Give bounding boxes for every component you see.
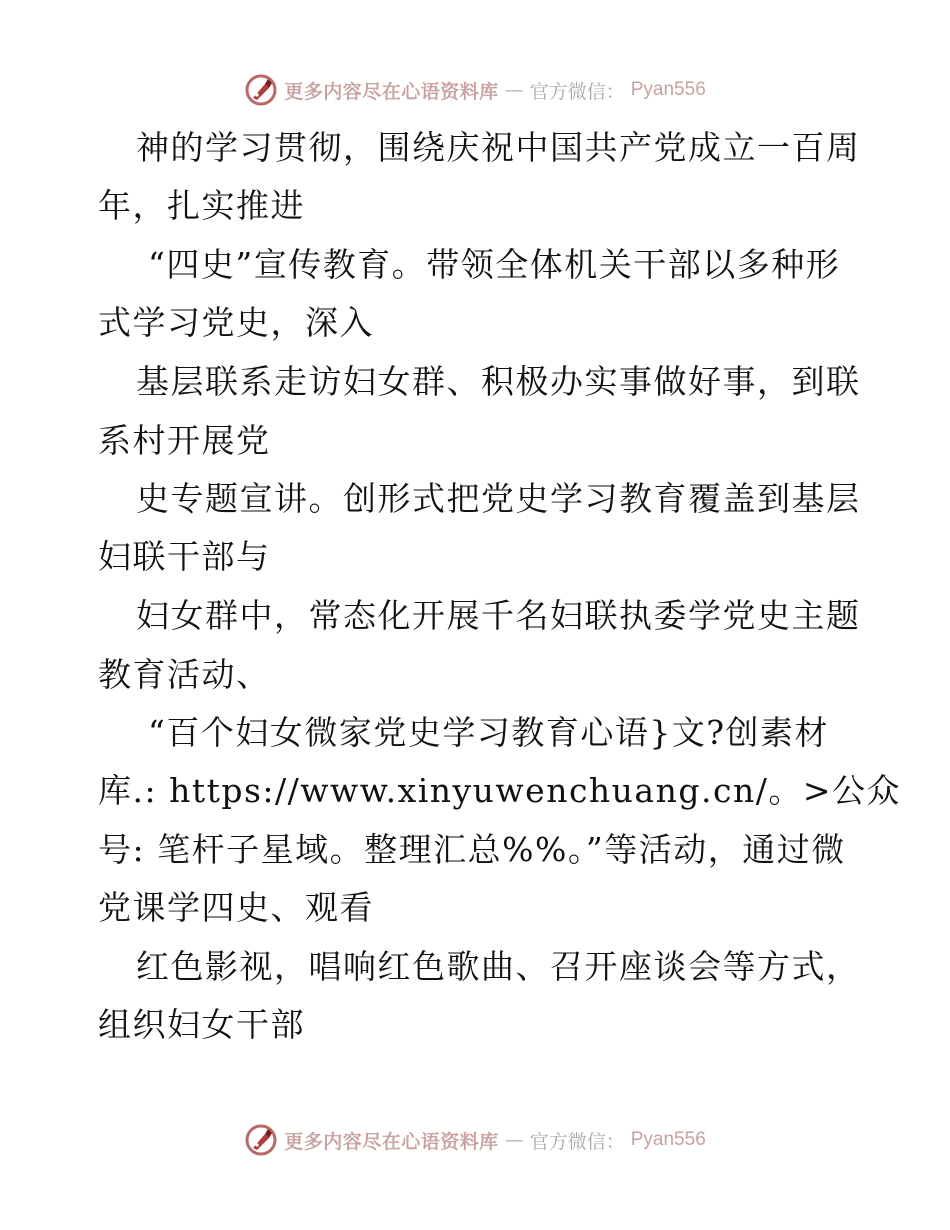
text-line: 党课学四史、观看 xyxy=(98,888,374,927)
text-line: 组织妇女干部 xyxy=(98,1005,305,1044)
text-line: 式学习党史，深入 xyxy=(98,303,374,342)
pen-nib-icon xyxy=(244,1123,278,1157)
watermark-header xyxy=(0,72,950,108)
text-line: 红色影视，唱响红色歌曲、召开座谈会等方式， xyxy=(136,947,861,986)
text-line: 史专题宣讲。创形式把党史学习教育覆盖到基层 xyxy=(136,479,861,518)
text-line: 教育活动、 xyxy=(98,655,271,694)
watermark-separator: — xyxy=(504,1129,524,1151)
text-line: 号: 笔杆子星域。整理汇总%%。”等活动，通过微 xyxy=(98,830,846,869)
watermark-separator: — xyxy=(504,79,524,101)
text-line: 年，扎实推进 xyxy=(98,186,305,225)
text-line: “百个妇女微家党史学习教育心语}文?创素材 xyxy=(148,713,830,752)
pen-nib-icon xyxy=(244,73,278,107)
text-line: 妇女群中，常态化开展千名妇联执委学党史主题 xyxy=(136,596,861,635)
watermark-wechat-id: Pyan556 xyxy=(630,1129,706,1150)
text-line: 库.: https://www.xinyuwenchuang.cn/。>公众 xyxy=(98,771,901,810)
watermark-footer xyxy=(0,1122,950,1158)
text-line: 妇联干部与 xyxy=(98,537,271,576)
text-line: 系村开展党 xyxy=(98,421,271,460)
watermark-wechat-label: 官方微信： xyxy=(529,1130,625,1153)
watermark-wechat-id: Pyan556 xyxy=(630,79,706,100)
text-line: 基层联系走访妇女群、积极办实事做好事，到联 xyxy=(136,362,861,401)
text-line: 神的学习贯彻，围绕庆祝中国共产党成立一百周 xyxy=(136,128,861,167)
text-line: “四史”宣传教育。带领全体机关干部以多种形 xyxy=(148,245,841,284)
watermark-wechat-label: 官方微信： xyxy=(529,80,625,103)
watermark-main-text: 更多内容尽在心语资料库 xyxy=(284,1130,499,1153)
watermark-main-text: 更多内容尽在心语资料库 xyxy=(284,80,499,103)
